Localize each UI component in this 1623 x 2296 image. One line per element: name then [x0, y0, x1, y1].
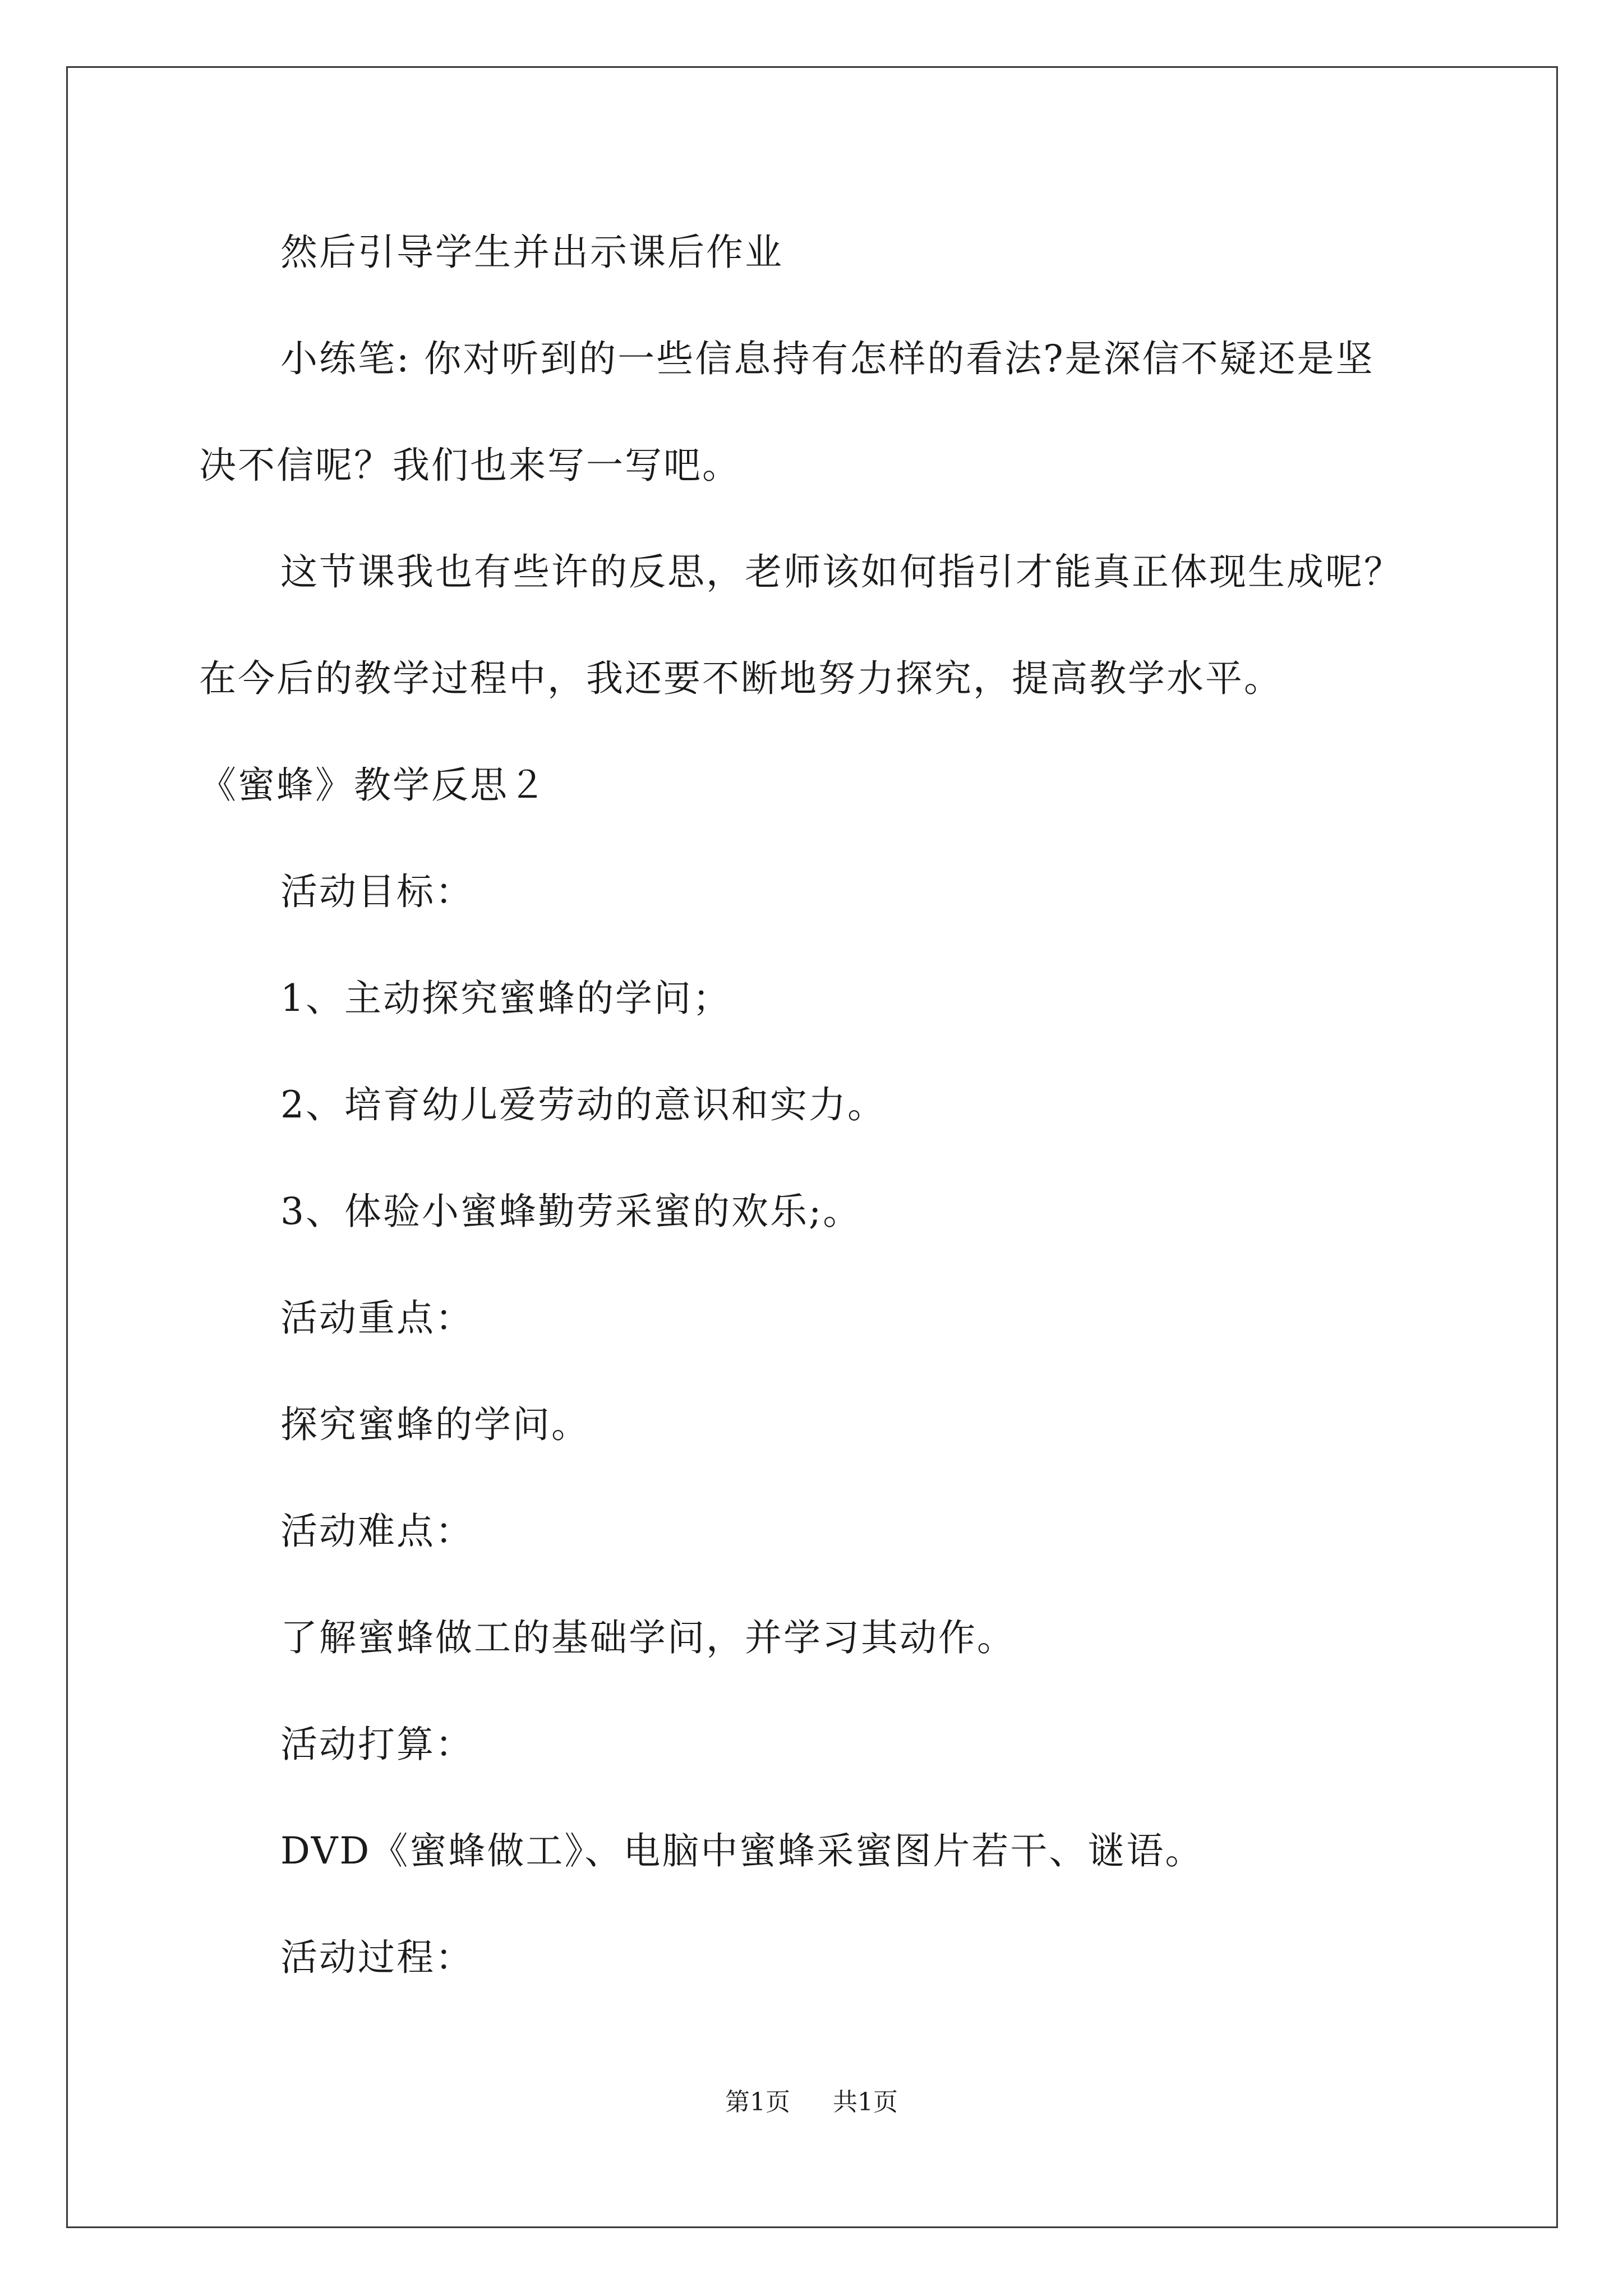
list-item: 3、体验小蜜蜂勤劳采蜜的欢乐;。: [280, 1190, 862, 1233]
paragraph-line: 活动打算：: [280, 1723, 474, 1766]
paragraph-line: 小练笔: 你对听到的一些信息持有怎样的看法?是深信不疑还是坚: [280, 337, 1375, 380]
page-border: [66, 66, 1558, 2228]
list-item: 2、培育幼儿爱劳动的意识和实力。: [280, 1083, 886, 1126]
list-item: 1、主动探究蜜蜂的学问；: [280, 977, 731, 1020]
page-total: 共1页: [833, 2088, 898, 2116]
section-heading: 《蜜蜂》教学反思２: [199, 763, 547, 807]
page-number: 第1页: [725, 2088, 790, 2116]
page-footer: [0, 2087, 1623, 2118]
paragraph-line: 活动难点：: [280, 1510, 474, 1553]
paragraph-line: DVD《蜜蜂做工》、电脑中蜜蜂采蜜图片若干、谜语。: [280, 1829, 1204, 1872]
paragraph-line: 决不信呢？我们也来写一写吧。: [199, 444, 741, 487]
paragraph-line: 在今后的教学过程中，我还要不断地努力探究，提高教学水平。: [199, 657, 1283, 700]
paragraph-line: 活动目标：: [280, 870, 474, 913]
paragraph-line: 然后引导学生并出示课后作业: [280, 231, 783, 274]
paragraph-line: 活动过程：: [280, 1936, 474, 1979]
paragraph-line: 探究蜜蜂的学问。: [280, 1403, 590, 1446]
paragraph-line: 了解蜜蜂做工的基础学问，并学习其动作。: [280, 1616, 1016, 1659]
paragraph-line: 活动重点：: [280, 1296, 474, 1340]
paragraph-line: 这节课我也有些许的反思，老师该如何指引才能真正体现生成呢？: [280, 550, 1403, 593]
